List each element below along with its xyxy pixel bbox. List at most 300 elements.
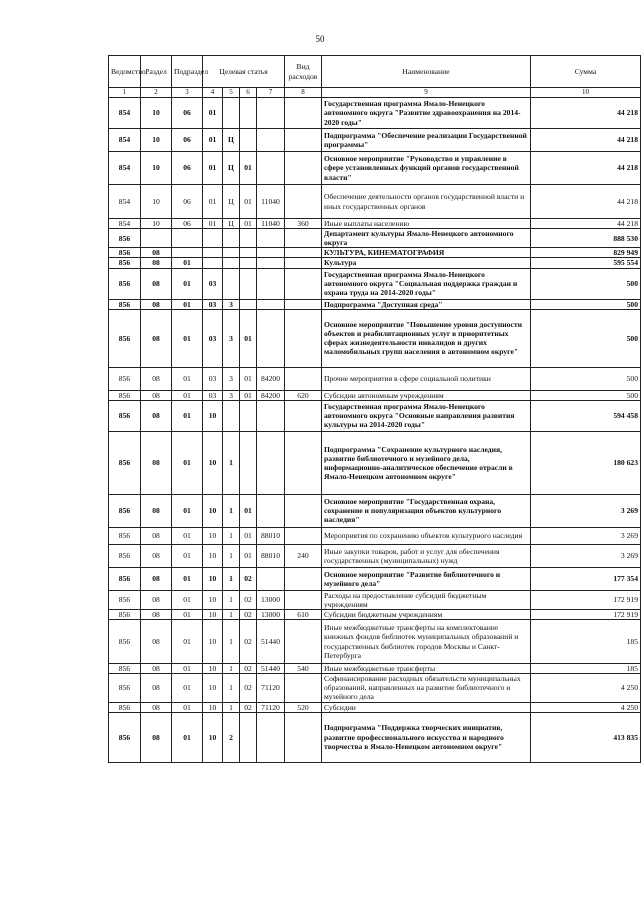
cell-ved: 854 [109,152,141,185]
table-row [109,494,641,527]
cell-c3 [240,229,257,248]
cell-c3: 02 [240,674,257,702]
cell-name: Государственная программа Ямало-Ненецкого автономного округа "Развитие здравоохранения на 2014-2020 годы" [322,98,531,129]
cell-name: Основное мероприятие "Повышение уровня доступности объектов и реабилитационных услуг в приоритетных сферах жизнедеятельности инвалидов и других маломобильных групп населения в автономном округе" [322,309,531,367]
table-body [109,98,641,763]
cell-vid [285,229,322,248]
cell-c1: 10 [203,702,223,712]
cell-pr: 01 [172,609,203,619]
cell-c2: 1 [223,702,240,712]
cell-name: Иные межбюджетные трансферты [322,664,531,674]
cell-ved: 856 [109,674,141,702]
cell-sum: 177 354 [531,567,641,590]
cell-ved: 854 [109,129,141,152]
cell-c1: 10 [203,567,223,590]
cell-c2: Ц [223,129,240,152]
cell-c2: 1 [223,527,240,544]
cell-name: Иные выплаты населению [322,219,531,229]
column-number: 8 [285,88,322,98]
cell-c1: 10 [203,620,223,664]
cell-sum: 500 [531,367,641,390]
cell-c1: 10 [203,609,223,619]
cell-ved: 856 [109,544,141,567]
cell-pr: 01 [172,590,203,609]
cell-r: 08 [141,309,172,367]
cell-sum: 500 [531,299,641,309]
cell-sum: 4 250 [531,702,641,712]
cell-c3 [240,712,257,762]
cell-c1: 10 [203,494,223,527]
table-row [109,712,641,762]
cell-c4: 13000 [257,590,285,609]
column-number-row [109,88,641,98]
table-row [109,390,641,400]
cell-c1: 03 [203,367,223,390]
cell-c4 [257,567,285,590]
cell-c2: 1 [223,431,240,494]
cell-c3 [240,248,257,258]
cell-c2: 1 [223,590,240,609]
cell-c1: 10 [203,431,223,494]
column-number: 5 [223,88,240,98]
cell-r: 08 [141,544,172,567]
cell-c2 [223,229,240,248]
cell-c4: 84200 [257,367,285,390]
table-row [109,152,641,185]
cell-sum: 3 269 [531,527,641,544]
cell-name: Субсидии автономным учреждениям [322,390,531,400]
cell-vid: 360 [285,219,322,229]
cell-pr: 01 [172,527,203,544]
cell-r: 08 [141,609,172,619]
cell-vid [285,268,322,299]
cell-r: 08 [141,431,172,494]
cell-name: Подпрограмма "Поддержка творческих инициатив, развитие профессионального искусства и народного творчества в Ямало-Ненецком автономном округе" [322,712,531,762]
cell-c3 [240,268,257,299]
cell-name: Субсидии бюджетным учреждениям [322,609,531,619]
cell-c4 [257,248,285,258]
cell-name: Основное мероприятие "Руководство и управление в сфере установленных функций органов государственной власти" [322,152,531,185]
cell-c2: 1 [223,664,240,674]
cell-c3 [240,98,257,129]
cell-c4: 71120 [257,702,285,712]
cell-vid [285,527,322,544]
cell-sum: 829 949 [531,248,641,258]
cell-name: Государственная программа Ямало-Ненецкого автономного округа "Основные направления развития культуры на 2014-2020 годы" [322,400,531,431]
cell-name: Культура [322,258,531,268]
cell-c3 [240,400,257,431]
cell-vid [285,309,322,367]
cell-c3: 01 [240,390,257,400]
cell-sum: 44 218 [531,129,641,152]
cell-r: 08 [141,400,172,431]
table-row [109,309,641,367]
cell-c4 [257,258,285,268]
cell-ved: 856 [109,590,141,609]
cell-sum: 44 218 [531,219,641,229]
cell-c1: 10 [203,400,223,431]
cell-vid [285,299,322,309]
cell-c1: 03 [203,299,223,309]
cell-c3: 02 [240,664,257,674]
column-number: 1 [109,88,141,98]
cell-sum: 185 [531,664,641,674]
cell-vid [285,494,322,527]
cell-pr: 01 [172,664,203,674]
cell-r: 08 [141,248,172,258]
table-row [109,609,641,619]
cell-pr: 01 [172,390,203,400]
cell-ved: 856 [109,248,141,258]
header-ved: Ведомство [109,56,141,88]
cell-pr: 06 [172,152,203,185]
cell-name: Основное мероприятие "Государственная охрана, сохранение и популяризация объектов культурного наследия" [322,494,531,527]
cell-name: Государственная программа Ямало-Ненецкого автономного округа "Социальная поддержка граждан и охрана труда на 2014-2020 годы" [322,268,531,299]
column-number: 6 [240,88,257,98]
table-row [109,674,641,702]
cell-vid [285,567,322,590]
cell-vid [285,98,322,129]
cell-c4: 88010 [257,544,285,567]
cell-sum: 3 269 [531,494,641,527]
cell-c1: 10 [203,712,223,762]
cell-ved: 856 [109,367,141,390]
cell-c1: 01 [203,219,223,229]
column-number: 9 [322,88,531,98]
cell-vid: 520 [285,702,322,712]
cell-c4: 51440 [257,664,285,674]
table-row [109,299,641,309]
column-number: 10 [531,88,641,98]
cell-c4 [257,268,285,299]
cell-r: 08 [141,258,172,268]
cell-c4: 88010 [257,527,285,544]
cell-vid: 240 [285,544,322,567]
cell-c3: 02 [240,702,257,712]
cell-c1: 03 [203,390,223,400]
cell-c2: Ц [223,219,240,229]
cell-sum: 594 458 [531,400,641,431]
cell-c3: 02 [240,609,257,619]
cell-ved: 856 [109,431,141,494]
cell-vid [285,129,322,152]
cell-sum: 44 218 [531,98,641,129]
cell-c1: 01 [203,129,223,152]
cell-name: КУЛЬТУРА, КИНЕМАТОГРАФИЯ [322,248,531,258]
cell-c3 [240,258,257,268]
cell-ved: 854 [109,219,141,229]
cell-c2: 2 [223,712,240,762]
cell-c2 [223,400,240,431]
cell-c3: 01 [240,527,257,544]
cell-r: 08 [141,494,172,527]
cell-sum: 4 250 [531,674,641,702]
cell-ved: 854 [109,185,141,219]
cell-r: 08 [141,712,172,762]
cell-ved: 856 [109,400,141,431]
cell-c2 [223,258,240,268]
cell-pr: 01 [172,258,203,268]
cell-pr: 01 [172,367,203,390]
cell-ved: 856 [109,567,141,590]
cell-sum: 172 919 [531,590,641,609]
column-number: 7 [257,88,285,98]
table-row [109,702,641,712]
cell-sum: 888 530 [531,229,641,248]
table-row [109,367,641,390]
cell-name: Расходы на предоставление субсидий бюджетным учреждениям [322,590,531,609]
cell-c2 [223,268,240,299]
cell-c2: 1 [223,674,240,702]
cell-c3: 02 [240,590,257,609]
cell-name: Софинансирование расходных обязательств муниципальных образований, направленных на развитие библиотечного и музейного дела [322,674,531,702]
cell-c3: 01 [240,219,257,229]
cell-pr [172,229,203,248]
cell-c4 [257,400,285,431]
cell-c4: 71120 [257,674,285,702]
cell-c3 [240,129,257,152]
cell-vid: 540 [285,664,322,674]
cell-c1 [203,258,223,268]
cell-c1: 03 [203,309,223,367]
cell-r: 08 [141,620,172,664]
cell-pr: 06 [172,98,203,129]
cell-c4 [257,431,285,494]
cell-sum: 500 [531,390,641,400]
cell-ved: 856 [109,309,141,367]
cell-ved: 856 [109,299,141,309]
cell-ved: 856 [109,712,141,762]
cell-sum: 3 269 [531,544,641,567]
cell-r: 10 [141,129,172,152]
column-number: 3 [172,88,203,98]
cell-c4 [257,309,285,367]
cell-pr: 06 [172,219,203,229]
cell-c3: 01 [240,367,257,390]
table-row [109,268,641,299]
cell-ved: 856 [109,494,141,527]
cell-pr: 06 [172,185,203,219]
cell-vid: 610 [285,609,322,619]
cell-r: 08 [141,567,172,590]
cell-c3: 02 [240,620,257,664]
cell-c2: 3 [223,367,240,390]
cell-ved: 856 [109,702,141,712]
table-row [109,544,641,567]
cell-name: Мероприятия по сохранению объектов культурного наследия [322,527,531,544]
table-row [109,185,641,219]
cell-pr: 01 [172,567,203,590]
cell-vid [285,712,322,762]
table-row [109,431,641,494]
cell-r: 10 [141,152,172,185]
cell-r: 08 [141,674,172,702]
cell-sum: 500 [531,309,641,367]
cell-c3 [240,299,257,309]
table-row [109,219,641,229]
cell-sum: 180 623 [531,431,641,494]
cell-ved: 856 [109,268,141,299]
cell-r: 08 [141,390,172,400]
cell-sum: 44 218 [531,185,641,219]
cell-pr: 01 [172,620,203,664]
cell-c4: 84200 [257,390,285,400]
cell-c3: 01 [240,152,257,185]
cell-c4: 51440 [257,620,285,664]
cell-r: 10 [141,98,172,129]
cell-pr: 06 [172,129,203,152]
cell-r: 08 [141,664,172,674]
cell-c2 [223,98,240,129]
cell-c1: 10 [203,590,223,609]
cell-vid [285,590,322,609]
cell-pr: 01 [172,544,203,567]
cell-ved: 856 [109,229,141,248]
cell-vid [285,258,322,268]
cell-name: Прочие мероприятия в сфере социальной политики [322,367,531,390]
cell-name: Подпрограмма "Доступная среда" [322,299,531,309]
cell-sum: 595 554 [531,258,641,268]
cell-c2: Ц [223,185,240,219]
cell-r: 08 [141,702,172,712]
cell-vid [285,248,322,258]
cell-c4 [257,98,285,129]
cell-sum: 44 218 [531,152,641,185]
table-row [109,258,641,268]
cell-c3: 02 [240,567,257,590]
cell-pr: 01 [172,431,203,494]
cell-vid: 620 [285,390,322,400]
cell-c2: 1 [223,567,240,590]
cell-ved: 856 [109,390,141,400]
table-row [109,664,641,674]
cell-ved: 854 [109,98,141,129]
cell-ved: 856 [109,527,141,544]
cell-r: 08 [141,299,172,309]
header-target: Целевая статья [203,56,285,88]
cell-c2: 1 [223,620,240,664]
cell-c3: 01 [240,309,257,367]
header-razdel: Раздел [141,56,172,88]
cell-vid [285,367,322,390]
table-row [109,400,641,431]
cell-c1: 01 [203,152,223,185]
cell-ved: 856 [109,620,141,664]
cell-r: 08 [141,367,172,390]
cell-vid [285,400,322,431]
budget-table [108,55,641,763]
cell-r [141,229,172,248]
cell-c2 [223,248,240,258]
column-number: 2 [141,88,172,98]
cell-name: Подпрограмма "Сохранение культурного наследия, развитие библиотечного и музейного дела, информационно-аналитическое обеспечение отрасли в Ямало-Ненецком автономном округе" [322,431,531,494]
cell-c1: 10 [203,664,223,674]
cell-name: Департамент культуры Ямало-Ненецкого автономного округа [322,229,531,248]
table-row [109,620,641,664]
cell-c2: 3 [223,309,240,367]
cell-c2: 1 [223,544,240,567]
cell-pr: 01 [172,494,203,527]
table-row [109,527,641,544]
cell-c1: 10 [203,544,223,567]
column-number: 4 [203,88,223,98]
cell-pr: 01 [172,400,203,431]
header-row [109,56,641,88]
cell-r: 08 [141,590,172,609]
cell-c4 [257,229,285,248]
header-name: Наименование [322,56,531,88]
cell-c3: 01 [240,494,257,527]
cell-c1: 10 [203,674,223,702]
cell-c1 [203,248,223,258]
cell-c3 [240,431,257,494]
table-row [109,229,641,248]
cell-name: Иные межбюджетные трансферты на комплектование книжных фондов библиотек муниципальных образований и государственных библиотек городов Москвы и Санкт-Петербурга [322,620,531,664]
cell-sum: 500 [531,268,641,299]
cell-pr [172,248,203,258]
cell-vid [285,431,322,494]
cell-r: 10 [141,185,172,219]
table-row [109,590,641,609]
cell-vid [285,185,322,219]
cell-pr: 01 [172,674,203,702]
cell-name: Обеспечение деятельности органов государственной власти и иных государственных органов [322,185,531,219]
page-number: 50 [315,34,325,44]
cell-c2: 3 [223,299,240,309]
cell-r: 08 [141,527,172,544]
cell-name: Подпрограмма "Обеспечение реализации Государственной программы" [322,129,531,152]
cell-sum: 413 835 [531,712,641,762]
cell-name: Основное мероприятие "Развитие библиотечного и музейного дела" [322,567,531,590]
cell-c4: 13000 [257,609,285,619]
cell-c1: 01 [203,98,223,129]
cell-pr: 01 [172,299,203,309]
cell-pr: 01 [172,268,203,299]
cell-c1: 03 [203,268,223,299]
header-vid: Вид расходов [285,56,322,88]
header-podrazdel: Подраздел [172,56,203,88]
cell-c4 [257,152,285,185]
table-row [109,98,641,129]
cell-pr: 01 [172,309,203,367]
cell-c4 [257,494,285,527]
cell-c2: 3 [223,390,240,400]
cell-c4: 11040 [257,185,285,219]
header-sum: Сумма [531,56,641,88]
cell-vid [285,620,322,664]
table-row [109,567,641,590]
cell-c3: 01 [240,544,257,567]
cell-c1: 01 [203,185,223,219]
cell-vid [285,152,322,185]
cell-pr: 01 [172,712,203,762]
cell-c4: 11040 [257,219,285,229]
cell-ved: 856 [109,258,141,268]
cell-c4 [257,712,285,762]
cell-c2: Ц [223,152,240,185]
cell-vid [285,674,322,702]
cell-ved: 856 [109,609,141,619]
table-row [109,129,641,152]
cell-c1: 10 [203,527,223,544]
cell-r: 10 [141,219,172,229]
cell-c4 [257,129,285,152]
cell-sum: 172 919 [531,609,641,619]
cell-c2: 1 [223,609,240,619]
cell-pr: 01 [172,702,203,712]
cell-c1 [203,229,223,248]
cell-ved: 856 [109,664,141,674]
